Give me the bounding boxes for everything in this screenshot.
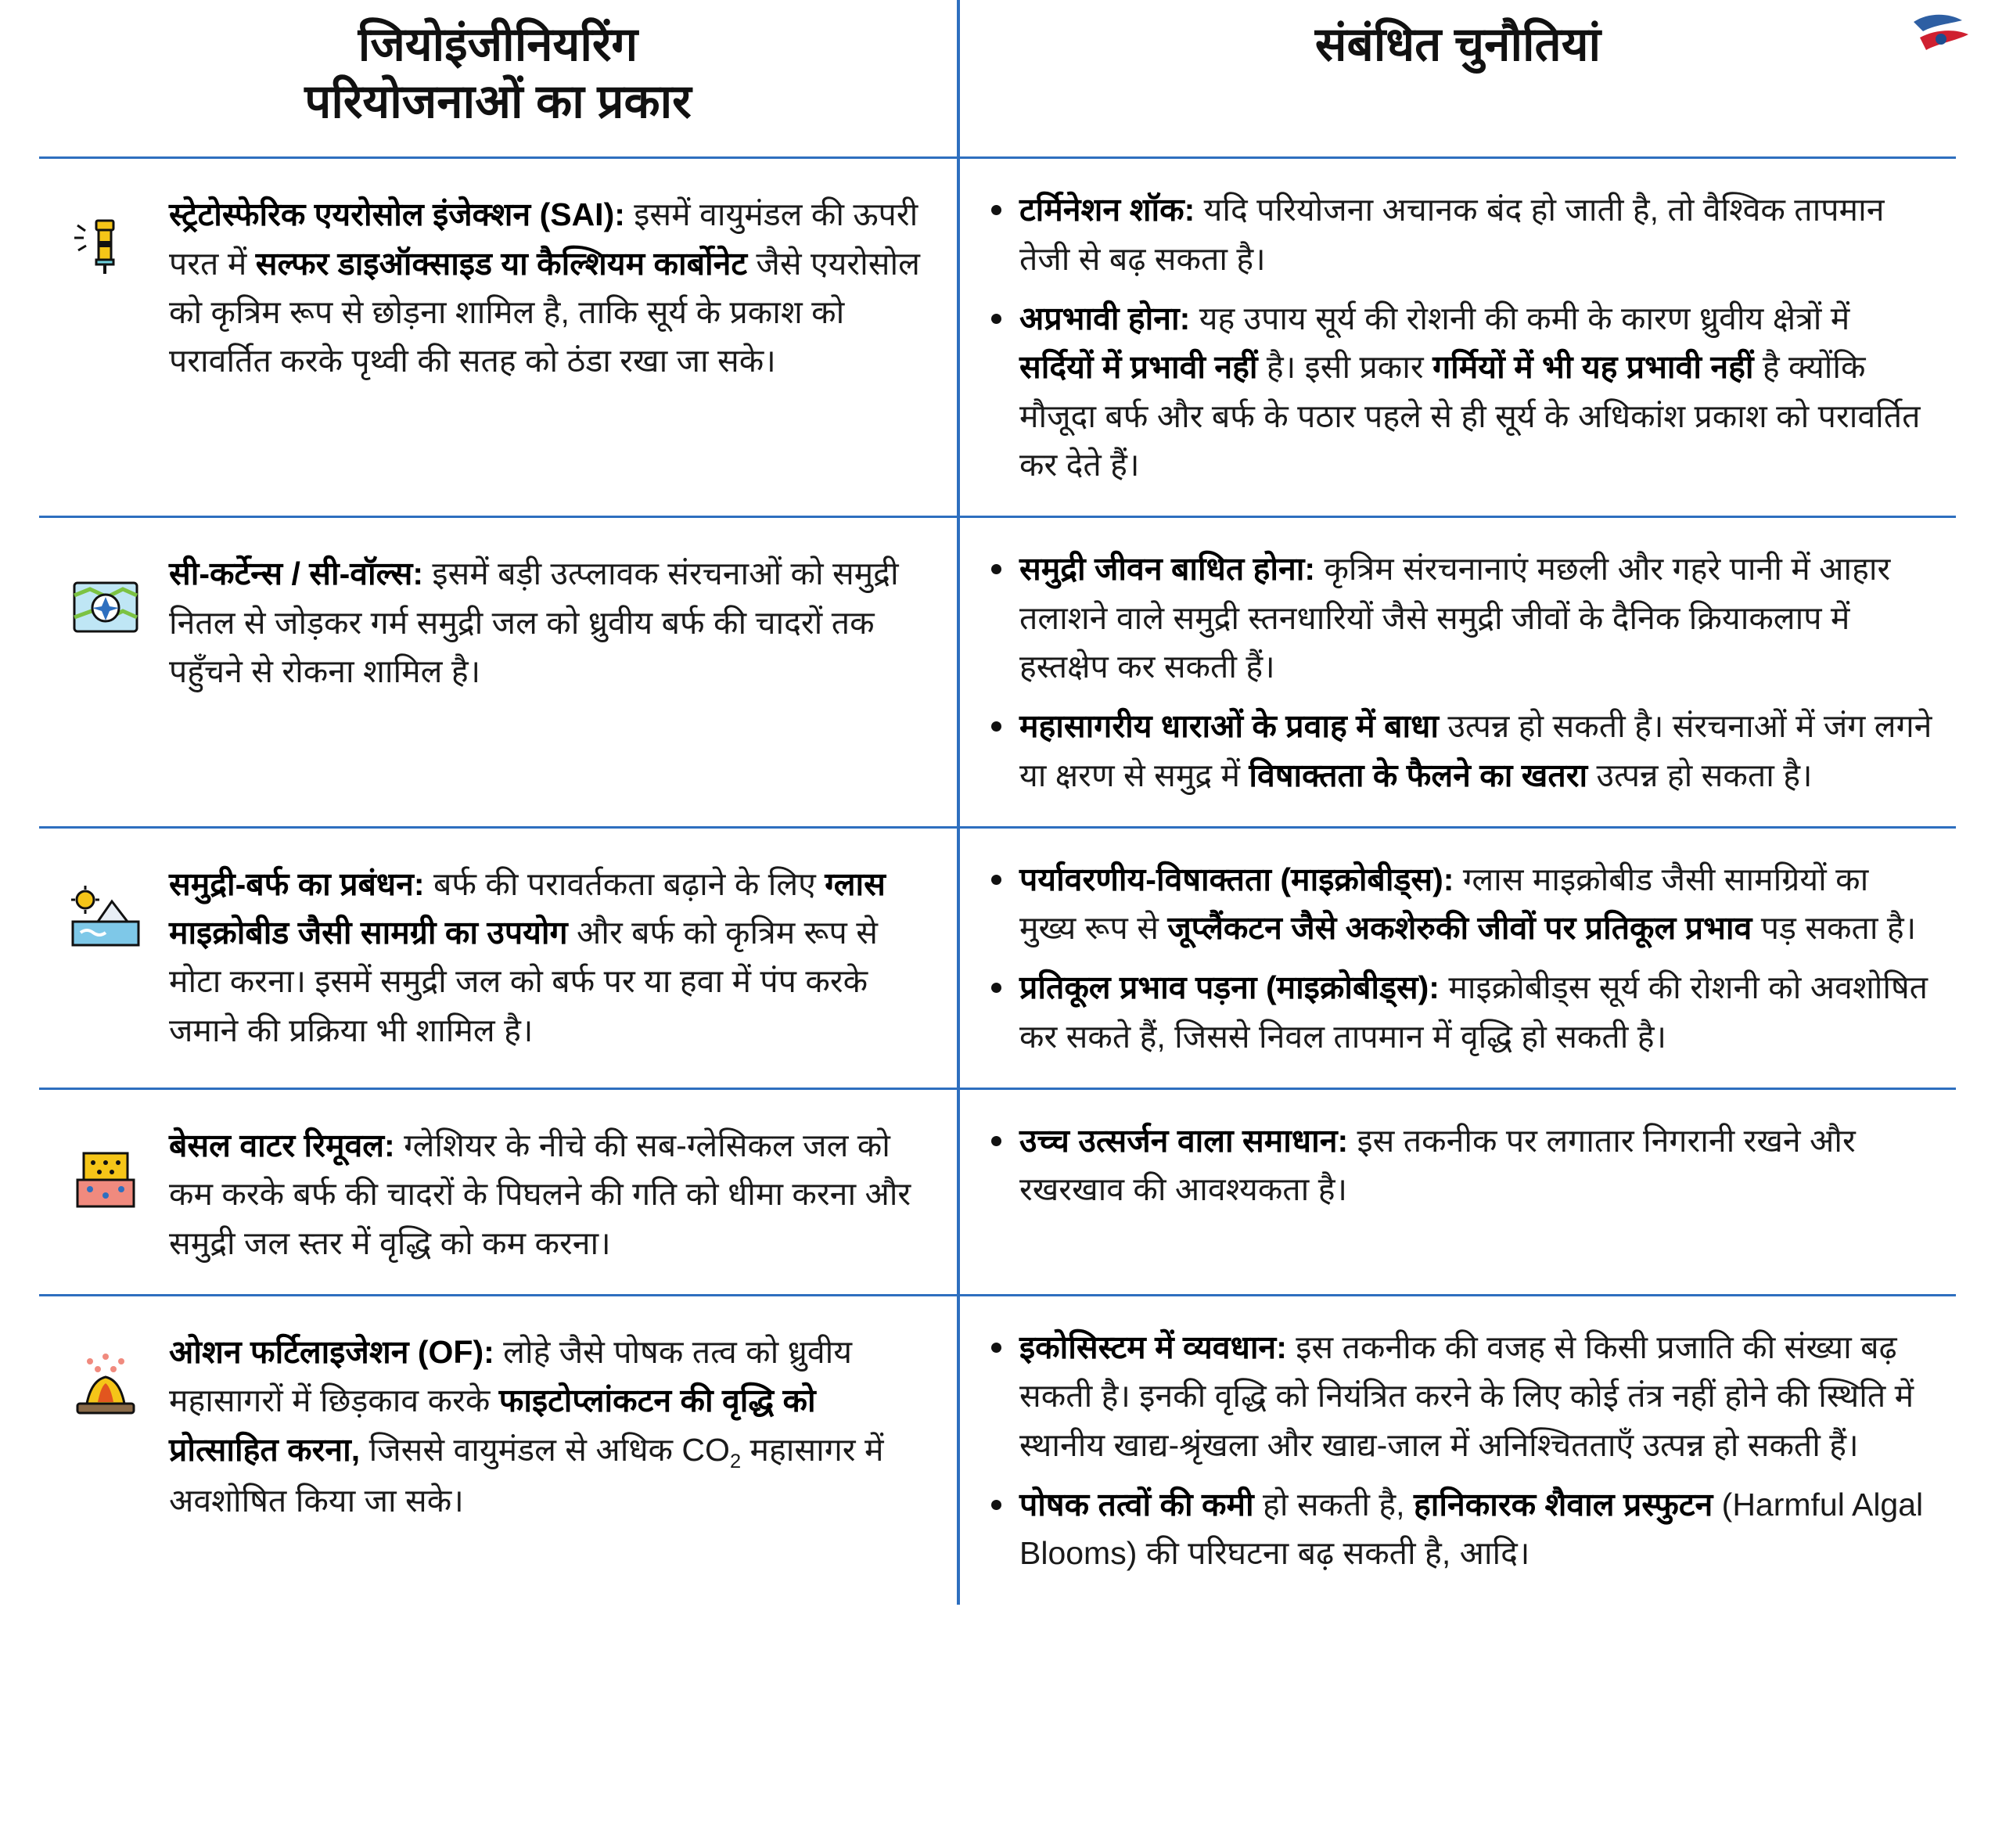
challenges-cell — [958, 158, 1956, 517]
header-project-type-line1: जियोइंजीनियरिंग — [358, 18, 638, 70]
challenges-list — [977, 185, 1932, 489]
project-type-text: ओशन फर्टिलाइजेशन (OF): लोहे जैसे पोषक तत्व को ध्रुवीय महासागरों में छिड़काव करके फाइटोप्लांकटन की वृद्धि को प्रोत्साहित करना, जिससे वायुमंडल से अधिक $CO_2$ महासागर में अवशोषित किया जा सके। — [169, 1334, 884, 1519]
challenges-cell — [958, 517, 1956, 828]
project-type-cell — [39, 1089, 958, 1296]
list-item: महासागरीय धाराओं के प्रवाह में बाधा उत्पन्न हो सकती है। संरचनाओं में जंग लगने या क्षरण से समुद्र में विषाक्तता के फैलने का खतरा उत्पन्न हो सकता है। — [983, 702, 1932, 800]
project-type-text: समुद्री-बर्फ का प्रबंधन: बर्फ की परावर्तकता बढ़ाने के लिए ग्लास माइक्रोबीड जैसी सामग्री का उपयोग और बर्फ को कृत्रिम रूप से मोटा करना। इसमें समुद्री जल को बर्फ पर या हवा में पंप करके जमाने की प्रक्रिया भी शामिल है। — [169, 865, 886, 1048]
project-type-cell — [39, 1296, 958, 1605]
table-body — [39, 158, 1956, 1605]
challenges-cell — [958, 1296, 1956, 1605]
project-type-cell — [39, 827, 958, 1088]
project-type-text: सी-कर्टेन्स / सी-वॉल्स: इसमें बड़ी उत्प्लावक संरचनाओं को समुद्री नितल से जोड़कर गर्म समुद्री जल को ध्रुवीय बर्फ की चादरों तक पहुँचने से रोकना शामिल है। — [169, 555, 899, 689]
syringe-injection-icon — [63, 206, 149, 292]
challenges-list — [977, 1323, 1932, 1578]
drishti-ias-logo — [1907, 11, 1975, 67]
list-item: समुद्री जीवन बाधित होना: कृत्रिम संरचनानाएं मछली और गहरे पानी में आहार तलाशने वाले समुद्री स्तनधारियों जैसे समुद्री जीवों के दैनिक क्रियाकलाप में हस्तक्षेप कर सकती हैं। — [983, 545, 1932, 691]
header-challenges: संबंधित चुनौतियां — [1314, 18, 1601, 70]
challenges-cell — [958, 1089, 1956, 1296]
project-type-cell — [39, 517, 958, 828]
challenges-list — [977, 545, 1932, 800]
project-type-text: बेसल वाटर रिमूवल: ग्लेशियर के नीचे की सब-ग्लेसिकल जल को कम करके बर्फ की चादरों के पिघलने की गति को धीमा करना और समुद्री जल स्तर में वृद्धि को कम करना। — [169, 1127, 911, 1261]
sea-map-compass-icon — [63, 565, 149, 651]
table-row — [39, 517, 1956, 828]
list-item: उच्च उत्सर्जन वाला समाधान: इस तकनीक पर लगातार निगरानी रखने और रखरखाव की आवश्यकता है। — [983, 1116, 1932, 1214]
table-row — [39, 827, 1956, 1088]
list-item: पर्यावरणीय-विषाक्तता (माइक्रोबीड्स): ग्लास माइक्रोबीड जैसी सामग्रियों का मुख्य रूप से जूप्लैंकटन जैसे अकशेरुकी जीवों पर प्रतिकूल प्रभाव पड़ सकता है। — [983, 855, 1932, 953]
list-item: टर्मिनेशन शॉक: यदि परियोजना अचानक बंद हो जाती है, तो वैश्विक तापमान तेजी से बढ़ सकता है। — [983, 185, 1932, 283]
table-header-row — [39, 0, 1956, 158]
challenges-list — [977, 1116, 1932, 1214]
list-item: अप्रभावी होना: यह उपाय सूर्य की रोशनी की कमी के कारण ध्रुवीय क्षेत्रों में सर्दियों में प्रभावी नहीं है। इसी प्रकार गर्मियों में भी यह प्रभावी नहीं है क्योंकि मौजूदा बर्फ और बर्फ के पठार पहले से ही सूर्य के अधिकांश प्रकाश को परावर्तित कर देते हैं। — [983, 294, 1932, 489]
sea-ice-sun-icon — [63, 875, 149, 962]
table-row — [39, 1296, 1956, 1605]
geoengineering-table — [39, 0, 1956, 1605]
project-type-cell — [39, 158, 958, 517]
ocean-fertilization-icon — [63, 1343, 149, 1429]
list-item: प्रतिकूल प्रभाव पड़ना (माइक्रोबीड्स): माइक्रोबीड्स सूर्य की रोशनी को अवशोषित कर सकते हैं, जिससे निवल तापमान में वृद्धि हो सकती है। — [983, 963, 1932, 1061]
header-project-type — [39, 0, 958, 158]
header-project-type-line2: परियोजनाओं का प्रकार — [304, 75, 692, 128]
table-row — [39, 1089, 1956, 1296]
basal-water-removal-icon — [63, 1137, 149, 1223]
list-item: पोषक तत्वों की कमी हो सकती है, हानिकारक शैवाल प्रस्फुटन (Harmful Algal Blooms) की परिघटना बढ़ सकती है, आदि। — [983, 1480, 1932, 1578]
list-item: इकोसिस्टम में व्यवधान: इस तकनीक की वजह से किसी प्रजाति की संख्या बढ़ सकती है। इनकी वृद्धि को नियंत्रित करने के लिए कोई तंत्र नहीं होने की स्थिति में स्थानीय खाद्य-श्रृंखला और खाद्य-जाल में अनिश्चितताएँ उत्पन्न हो सकती हैं। — [983, 1323, 1932, 1469]
table-row — [39, 158, 1956, 517]
challenges-list — [977, 855, 1932, 1061]
challenges-cell — [958, 827, 1956, 1088]
project-type-text: स्ट्रेटोस्फेरिक एयरोसोल इंजेक्शन (SAI): इसमें वायुमंडल की ऊपरी परत में सल्फर डाइऑक्साइड या कैल्शियम कार्बोनेट जैसे एयरोसोल को कृत्रिम रूप से छोड़ना शामिल है, ताकि सूर्य के प्रकाश को परावर्तित करके पृथ्वी की सतह को ठंडा रखा जा सके। — [169, 196, 920, 379]
